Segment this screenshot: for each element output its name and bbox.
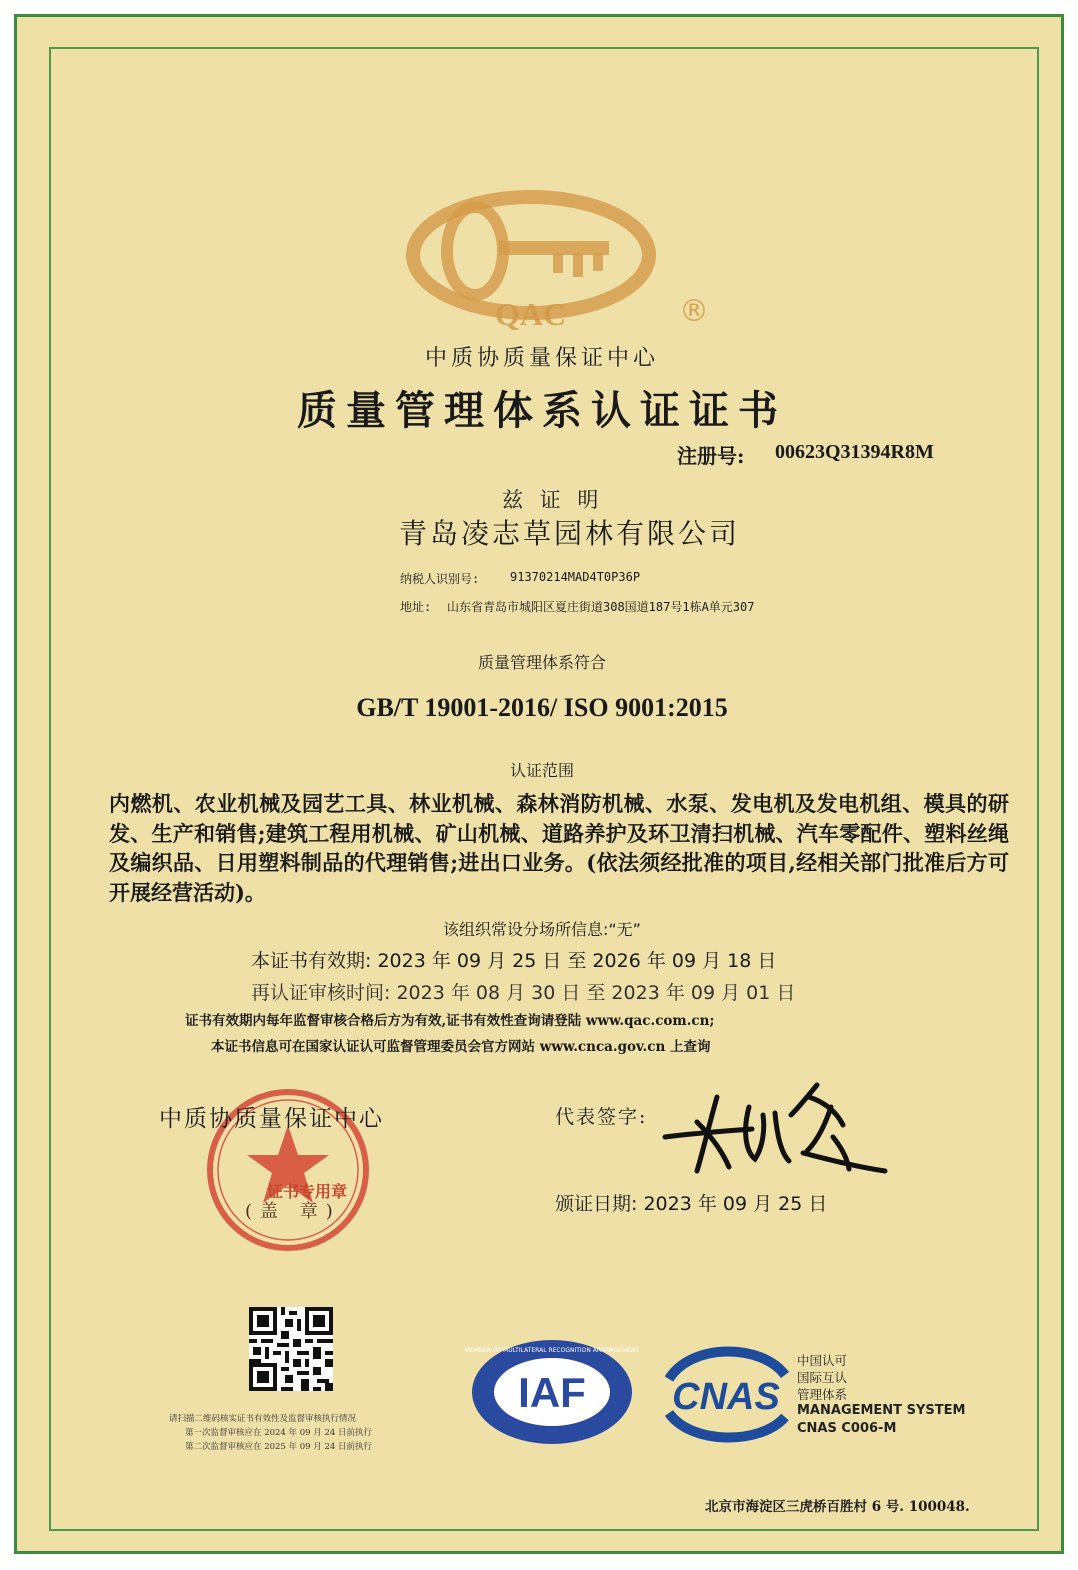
certification-scope: 内燃机、农业机械及园艺工具、林业机械、森林消防机械、水泵、发电机及发电机组、模具的研发、生产和销售;建筑工程用机械、矿山机械、道路养护及环卫清扫机械、汽车零配件、塑料丝绳及编织品、日用塑料制品的代理销售;进出口业务。(依法须经批准的项目,经相关部门批准后方可开展经营活动)。 (109, 791, 1009, 905)
qr-note: 请扫描二维码核实证书有效性及监督审核执行情况 (169, 1414, 357, 1424)
logo-text: QAC (495, 296, 567, 332)
iaf-ring-text: MEMBER OF MULTILATERAL RECOGNITION ARRANGEMENT (464, 1347, 640, 1354)
cnas-text: CNAS (672, 1376, 780, 1418)
seal-stamp-text: (盖 章) (245, 1201, 341, 1222)
issuer-name: 中质协质量保证中心 (424, 346, 659, 371)
cnas-line: 管理体系 (797, 1387, 848, 1402)
registered-mark: ® (679, 294, 709, 329)
standard: GB/T 19001-2016/ ISO 9001:2015 (356, 693, 728, 722)
cnas-line: MANAGEMENT SYSTEM (797, 1403, 966, 1418)
certificate (14, 14, 1064, 1554)
cnas-line: CNAS C006-M (797, 1421, 897, 1436)
registration-number: 00623Q31394R8M (775, 441, 934, 463)
recertification-period: 再认证审核时间: 2023 年 08 月 30 日 至 2023 年 09 月 01 日 (251, 982, 796, 1004)
conforms-text: 质量管理体系符合 (477, 653, 606, 672)
handwritten-signature-icon (657, 1067, 897, 1187)
cnas-line: 中国认可 (797, 1353, 848, 1368)
qr-note: 第二次监督审核应在 2025 年 09 月 24 日前执行 (185, 1442, 372, 1452)
cnas-logo-icon (651, 1339, 801, 1449)
cnas-line: 国际互认 (797, 1370, 848, 1385)
seal-label: 证书专用章 (267, 1182, 348, 1201)
company-name: 青岛凌志草园林有限公司 (399, 517, 741, 550)
issuer-address: 北京市海淀区三虎桥百胜村 6 号. 100048. (705, 1499, 970, 1515)
iaf-logo-icon (464, 1337, 640, 1447)
permanent-site: 该组织常设分场所信息:“无” (443, 920, 641, 939)
qac-key-logo-icon (403, 185, 709, 335)
cnca-notice: 本证书信息可在国家认证认可监督管理委员会官方网站 www.cnca.gov.cn 上查询 (211, 1039, 711, 1055)
validity-notice: 证书有效期内每年监督审核合格后方为有效,证书有效性查询请登陆 www.qac.com.cn; (185, 1013, 715, 1029)
issuer-signature-name: 中质协质量保证中心 (159, 1106, 384, 1132)
address-value: 山东省青岛市城阳区夏庄街道308国道187号1栋A单元307 (447, 600, 755, 614)
validity-period: 本证书有效期: 2023 年 09 月 25 日 至 2026 年 09 月 18 日 (251, 950, 777, 972)
scope-heading: 认证范围 (509, 761, 574, 780)
hereby-certify: 兹 证 明 (502, 488, 604, 512)
iaf-text: IAF (518, 1369, 586, 1416)
qr-code-icon[interactable] (249, 1307, 333, 1391)
tax-id-label: 纳税人识别号: (400, 572, 480, 586)
certificate-title: 质量管理体系认证证书 (297, 387, 787, 434)
qr-note: 第一次监督审核应在 2024 年 09 月 24 日前执行 (185, 1428, 372, 1438)
signature-label: 代表签字: (555, 1106, 648, 1128)
issue-date: 颁证日期: 2023 年 09 月 25 日 (555, 1193, 828, 1215)
address-label: 地址: (400, 600, 432, 614)
tax-id-value: 91370214MAD4T0P36P (510, 570, 641, 584)
registration-label: 注册号: (677, 444, 745, 468)
